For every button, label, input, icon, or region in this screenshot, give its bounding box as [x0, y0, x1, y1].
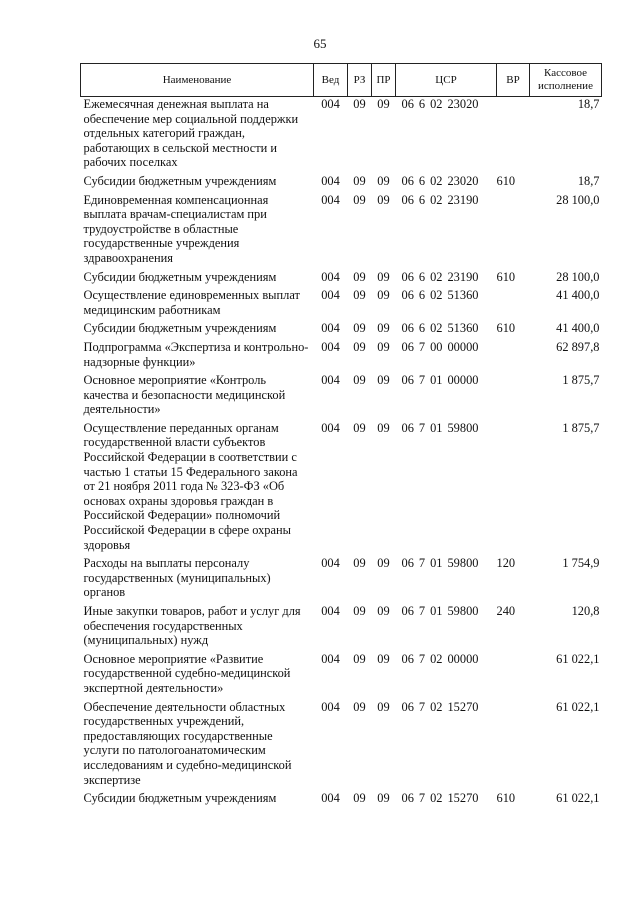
csr-measure: 01 [430, 420, 443, 435]
row-csr [396, 288, 497, 321]
row-sum: 120,8 [571, 604, 600, 618]
csr-subprogram: 6 [418, 192, 426, 207]
row-csr [396, 97, 497, 174]
csr-program: 06 [401, 339, 414, 354]
header-rz: РЗ [348, 64, 372, 97]
row-ved: 004 [321, 192, 340, 207]
row-vr [497, 288, 530, 321]
csr-measure: 02 [430, 288, 443, 303]
header-sum: Кассовое исполнение [530, 64, 602, 97]
csr-direction: 15270 [447, 791, 479, 806]
row-ved: 004 [321, 604, 340, 618]
table-row [81, 604, 602, 652]
csr-direction: 59800 [447, 420, 479, 435]
row-pr: 09 [377, 97, 390, 111]
row-pr: 09 [377, 269, 390, 284]
row-csr [396, 652, 497, 700]
csr-program: 06 [401, 556, 414, 571]
row-pr: 09 [377, 321, 390, 336]
row-ved: 004 [321, 288, 340, 303]
csr-subprogram: 7 [418, 651, 426, 666]
row-pr: 09 [377, 604, 390, 618]
row-vr: 120 [496, 556, 516, 571]
row-csr [396, 270, 497, 289]
header-ved: Вед [314, 64, 348, 97]
row-vr: 610 [496, 791, 516, 806]
row-csr [396, 604, 497, 652]
csr-direction: 51360 [447, 321, 479, 336]
csr-measure: 02 [430, 791, 443, 806]
csr-direction: 59800 [447, 604, 479, 618]
row-pr: 09 [377, 651, 390, 666]
row-vr: 240 [496, 604, 516, 618]
row-name: Субсидии бюджетным учреждениям [83, 321, 277, 336]
table-row [81, 321, 602, 340]
row-csr [396, 421, 497, 556]
row-name: Субсидии бюджетным учреждениям [83, 791, 277, 806]
table-row [81, 791, 602, 810]
row-sum: 18,7 [577, 97, 600, 111]
row-ved: 004 [321, 420, 340, 435]
row-name: Подпрограмма «Экспертиза и контрольно-надзорные функции» [83, 339, 309, 369]
page-number: 65 [313, 36, 327, 51]
csr-program: 06 [401, 791, 414, 806]
table-row [81, 97, 602, 174]
row-csr [396, 174, 497, 193]
table-body [81, 97, 602, 810]
row-sum: 62 897,8 [556, 339, 600, 354]
row-pr: 09 [377, 288, 390, 303]
row-csr [396, 791, 497, 810]
row-vr: 610 [496, 269, 516, 284]
csr-measure: 02 [430, 173, 443, 188]
row-sum: 28 100,0 [556, 269, 600, 284]
csr-measure: 02 [430, 699, 443, 714]
row-pr: 09 [377, 339, 390, 354]
header-pr: ПР [372, 64, 396, 97]
csr-measure: 02 [430, 651, 443, 666]
row-rz: 09 [353, 288, 366, 303]
csr-measure: 02 [430, 192, 443, 207]
csr-subprogram: 7 [418, 791, 426, 806]
csr-direction: 51360 [447, 288, 479, 303]
row-rz: 09 [353, 269, 366, 284]
row-sum: 61 022,1 [556, 651, 600, 666]
table-row [81, 652, 602, 700]
row-rz: 09 [353, 192, 366, 207]
csr-program: 06 [401, 604, 414, 618]
row-csr [396, 321, 497, 340]
row-name: Расходы на выплаты персоналу государственных (муниципальных) органов [83, 556, 271, 600]
csr-subprogram: 7 [418, 699, 426, 714]
row-rz: 09 [353, 173, 366, 188]
table-row [81, 340, 602, 373]
csr-subprogram: 6 [418, 269, 426, 284]
row-name: Ежемесячная денежная выплата на обеспечение мер социальной поддержки отдельных категорий граждан, работающих в сельской местности и рабочих поселках [83, 97, 299, 170]
row-pr: 09 [377, 420, 390, 435]
csr-program: 06 [401, 373, 414, 388]
csr-direction: 15270 [447, 699, 479, 714]
row-ved: 004 [321, 173, 340, 188]
csr-program: 06 [401, 321, 414, 336]
row-name: Осуществление переданных органам государственной власти субъектов Российской Федерации в соответствии с частью 1 статьи 15 Федерального закона от 21 ноября 2011 года № 323-ФЗ «Об основах охраны здоровья граждан в Российской Федерации» полномочий Российской Федерации в сфере охраны здоровья [83, 420, 298, 552]
table-row [81, 193, 602, 270]
row-vr [497, 421, 530, 556]
row-csr [396, 193, 497, 270]
csr-direction: 59800 [447, 556, 479, 571]
row-csr [396, 700, 497, 792]
table-row [81, 421, 602, 556]
row-rz: 09 [353, 373, 366, 388]
row-pr: 09 [377, 556, 390, 571]
row-ved: 004 [321, 699, 340, 714]
csr-measure: 02 [430, 269, 443, 284]
csr-subprogram: 6 [418, 321, 426, 336]
row-sum: 61 022,1 [556, 699, 600, 714]
row-name: Основное мероприятие «Контроль качества и безопасности медицинской деятельности» [83, 373, 286, 417]
row-name: Субсидии бюджетным учреждениям [83, 173, 277, 188]
csr-direction: 23190 [447, 192, 479, 207]
csr-subprogram: 7 [418, 604, 426, 618]
csr-measure: 02 [430, 97, 443, 111]
table-header [81, 64, 602, 97]
csr-measure: 00 [430, 339, 443, 354]
csr-program: 06 [401, 288, 414, 303]
csr-subprogram: 6 [418, 173, 426, 188]
row-csr [396, 340, 497, 373]
row-ved: 004 [321, 556, 340, 571]
row-vr [497, 373, 530, 421]
csr-program: 06 [401, 420, 414, 435]
row-ved: 004 [321, 97, 340, 111]
row-rz: 09 [353, 604, 366, 618]
row-ved: 004 [321, 651, 340, 666]
row-ved: 004 [321, 321, 340, 336]
csr-subprogram: 7 [418, 420, 426, 435]
row-rz: 09 [353, 321, 366, 336]
table-row [81, 288, 602, 321]
row-vr [497, 652, 530, 700]
table-row [81, 556, 602, 604]
row-rz: 09 [353, 651, 366, 666]
csr-program: 06 [401, 269, 414, 284]
budget-execution-table [80, 63, 602, 810]
row-rz: 09 [353, 420, 366, 435]
header-vr: ВР [497, 64, 530, 97]
csr-direction: 23020 [447, 173, 479, 188]
table-row [81, 700, 602, 792]
csr-direction: 23190 [447, 269, 479, 284]
row-csr [396, 373, 497, 421]
row-sum: 41 400,0 [556, 321, 600, 336]
row-vr [497, 700, 530, 792]
row-vr [497, 193, 530, 270]
row-sum: 18,7 [577, 173, 600, 188]
header-name: Наименование [81, 64, 314, 97]
row-sum: 61 022,1 [556, 791, 600, 806]
row-name: Обеспечение деятельности областных государственных учреждений, предоставляющих государственные услуги по патологоанатомическим исследованиям и судебно-медицинской экспертизе [83, 699, 292, 787]
csr-program: 06 [401, 651, 414, 666]
row-vr: 610 [496, 173, 516, 188]
csr-measure: 02 [430, 321, 443, 336]
csr-direction: 00000 [447, 373, 479, 388]
row-rz: 09 [353, 97, 366, 111]
csr-program: 06 [401, 173, 414, 188]
row-csr [396, 556, 497, 604]
row-name: Осуществление единовременных выплат медицинским работникам [83, 288, 300, 317]
csr-direction: 23020 [447, 97, 479, 111]
csr-program: 06 [401, 699, 414, 714]
csr-measure: 01 [430, 373, 443, 388]
csr-subprogram: 7 [418, 339, 426, 354]
row-name: Основное мероприятие «Развитие государственной судебно-медицинской экспертной деятельности» [83, 651, 291, 695]
csr-measure: 01 [430, 556, 443, 571]
csr-measure: 01 [430, 604, 443, 618]
row-sum: 41 400,0 [556, 288, 600, 303]
row-pr: 09 [377, 791, 390, 806]
table-row [81, 270, 602, 289]
csr-subprogram: 6 [418, 288, 426, 303]
row-pr: 09 [377, 699, 390, 714]
row-ved: 004 [321, 269, 340, 284]
row-name: Иные закупки товаров, работ и услуг для обеспечения государственных (муниципальных) нужд [83, 604, 301, 648]
row-pr: 09 [377, 173, 390, 188]
row-sum: 1 875,7 [562, 373, 600, 388]
header-csr: ЦСР [396, 64, 497, 97]
row-name: Субсидии бюджетным учреждениям [83, 269, 277, 284]
csr-direction: 00000 [447, 339, 479, 354]
row-sum: 1 754,9 [562, 556, 600, 571]
csr-program: 06 [401, 97, 414, 111]
row-rz: 09 [353, 699, 366, 714]
row-ved: 004 [321, 339, 340, 354]
csr-program: 06 [401, 192, 414, 207]
row-ved: 004 [321, 373, 340, 388]
row-vr [497, 97, 530, 174]
table-row [81, 174, 602, 193]
row-ved: 004 [321, 791, 340, 806]
csr-subprogram: 7 [418, 373, 426, 388]
row-vr: 610 [496, 321, 516, 336]
row-sum: 1 875,7 [562, 420, 600, 435]
row-rz: 09 [353, 339, 366, 354]
row-vr [497, 340, 530, 373]
row-pr: 09 [377, 192, 390, 207]
csr-direction: 00000 [447, 651, 479, 666]
row-pr: 09 [377, 373, 390, 388]
table-row [81, 373, 602, 421]
csr-subprogram: 7 [418, 556, 426, 571]
row-rz: 09 [353, 556, 366, 571]
csr-subprogram: 6 [418, 97, 426, 111]
row-sum: 28 100,0 [556, 192, 600, 207]
row-rz: 09 [353, 791, 366, 806]
row-name: Единовременная компенсационная выплата врачам-специалистам при трудоустройстве в областные государственные учреждения здравоохранения [83, 192, 269, 265]
